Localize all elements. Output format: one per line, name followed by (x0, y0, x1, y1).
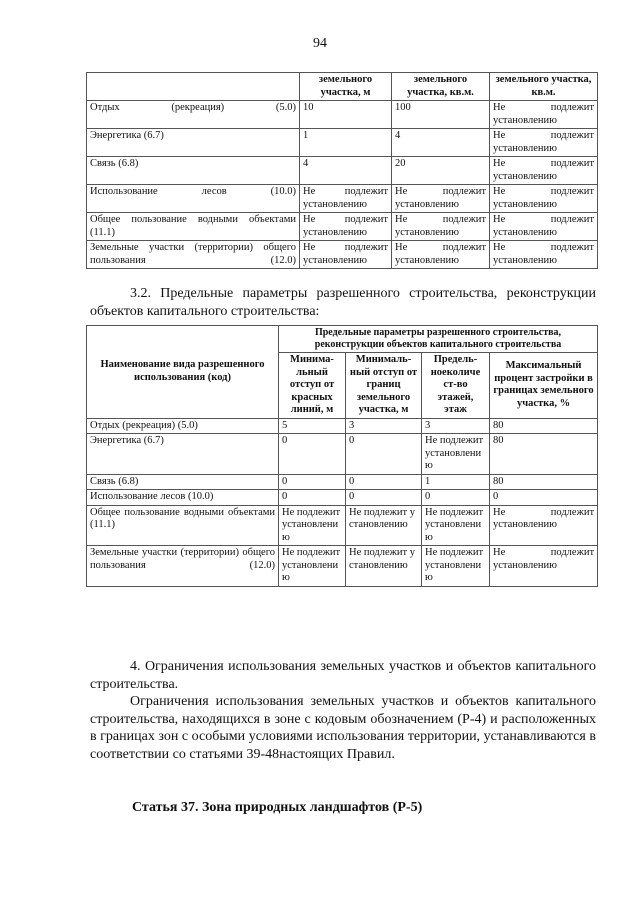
table-row (87, 546, 598, 587)
table-cell: 10 (300, 101, 392, 129)
table-cell: 0 (422, 490, 490, 506)
table-row (87, 505, 598, 546)
table-cell: Не подлежит установлению (346, 505, 422, 546)
table-cell: Не подлежит установлению (490, 546, 598, 587)
table-cell: 0 (279, 490, 346, 506)
table-cell: Энергетика (6.7) (87, 434, 279, 475)
table-header-cell (87, 73, 300, 101)
table-cell: Не подлежит установлению (422, 434, 490, 475)
table-previous-parameters (86, 72, 598, 269)
table-cell: Не подлежит установлению (490, 505, 598, 546)
table-row (87, 490, 598, 506)
table-cell: Использование лесов (10.0) (87, 490, 279, 506)
table-construction-parameters (86, 325, 598, 587)
table-cell: 80 (490, 418, 598, 434)
table-header-cell: земельного участка, м (300, 73, 392, 101)
table-cell: Не подлежит установлению (346, 546, 422, 587)
table-cell: Не подлежит установлению (392, 185, 490, 213)
table-cell: 1 (422, 474, 490, 490)
article-heading: Статья 37. Зона природных ландшафтов (Р-5) (132, 800, 423, 815)
table-cell: 0 (279, 474, 346, 490)
table-cell: Не подлежит установлению (300, 213, 392, 241)
table-cell: 0 (346, 474, 422, 490)
table-cell: Отдых (рекреация) (5.0) (87, 101, 300, 129)
table-header-cell: земельного участка, кв.м. (490, 73, 598, 101)
table-cell: Связь (6.8) (87, 157, 300, 185)
table-row (87, 185, 598, 213)
table-cell: Не подлежит установлению (392, 241, 490, 269)
section-4-title: 4. Ограничения использования земельных участков и объектов капитального строительства. (90, 659, 596, 692)
table-cell: Земельные участки (территории) общего пользования (12.0) (87, 241, 300, 269)
table-cell: Не подлежит установлению (279, 546, 346, 587)
table-header-cell: земельного участка, кв.м. (392, 73, 490, 101)
table-subheader-cell: Максимальный процент застройки в границах земельного участка, % (490, 353, 598, 419)
table-cell: 3 (422, 418, 490, 434)
header-use-type: Наименование вида разрешенного использования (код) (87, 326, 279, 419)
table-cell: Не подлежит установлению (490, 241, 598, 269)
table-cell: 4 (392, 129, 490, 157)
table-cell: Общее пользование водными объектами (11.1) (87, 213, 300, 241)
table-cell: 100 (392, 101, 490, 129)
table-cell: Не подлежит установлению (392, 213, 490, 241)
table-cell: Не подлежит установлению (300, 185, 392, 213)
table-subheader-cell: Минималь-ный отступ от границ земельного участка, м (346, 353, 422, 419)
table-cell: 0 (346, 434, 422, 475)
table-cell: 80 (490, 434, 598, 475)
table-subheader-cell: Минима-льный отступ от красных линий, м (279, 353, 346, 419)
table-cell: Не подлежит установлению (490, 185, 598, 213)
table-cell: Отдых (рекреация) (5.0) (87, 418, 279, 434)
header-group: Предельные параметры разрешенного строительства, реконструкции объектов капитального строительства (279, 326, 598, 353)
table-cell: 80 (490, 474, 598, 490)
table-cell: 1 (300, 129, 392, 157)
table-row (87, 213, 598, 241)
table-cell: Не подлежит установлению (300, 241, 392, 269)
table-cell: Не подлежит установлению (422, 546, 490, 587)
table-cell: 20 (392, 157, 490, 185)
table-row (87, 129, 598, 157)
table-row (87, 474, 598, 490)
table-row (87, 157, 598, 185)
table-cell: Не подлежит установлению (490, 213, 598, 241)
table-cell: 0 (279, 434, 346, 475)
table-row (87, 101, 598, 129)
table-row (87, 434, 598, 475)
table-cell: Использование лесов (10.0) (87, 185, 300, 213)
table-cell: Не подлежит установлению (490, 129, 598, 157)
table-cell: Не подлежит установлению (422, 505, 490, 546)
table-row (87, 418, 598, 434)
table-cell: 0 (346, 490, 422, 506)
table-cell: Энергетика (6.7) (87, 129, 300, 157)
table-cell: 4 (300, 157, 392, 185)
table-cell: Не подлежит установлению (490, 101, 598, 129)
page-number: 94 (313, 36, 327, 51)
table-cell: Не подлежит установлению (279, 505, 346, 546)
table-cell: Не подлежит установлению (490, 157, 598, 185)
table-cell: Связь (6.8) (87, 474, 279, 490)
table-subheader-cell: Предель-ноеколиче ст-во этажей, этаж (422, 353, 490, 419)
table-cell: Земельные участки (территории) общего пользования (12.0) (87, 546, 279, 587)
table-cell: 3 (346, 418, 422, 434)
table-cell: Общее пользование водными объектами (11.1) (87, 505, 279, 546)
section-3-2-heading: 3.2. Предельные параметры разрешенного строительства, реконструкции объектов капитального строительства: (90, 286, 596, 319)
table-cell: 0 (490, 490, 598, 506)
table-cell: 5 (279, 418, 346, 434)
section-4-text: Ограничения использования земельных участков и объектов капитального строительства, находящихся в зоне с кодовым обозначением (Р-4) и расположенных в границах зон с особыми условиями использования территории, устанавливаются в соответствии со статьями 39-48настоящих Правил. (90, 694, 596, 762)
table-row (87, 241, 598, 269)
